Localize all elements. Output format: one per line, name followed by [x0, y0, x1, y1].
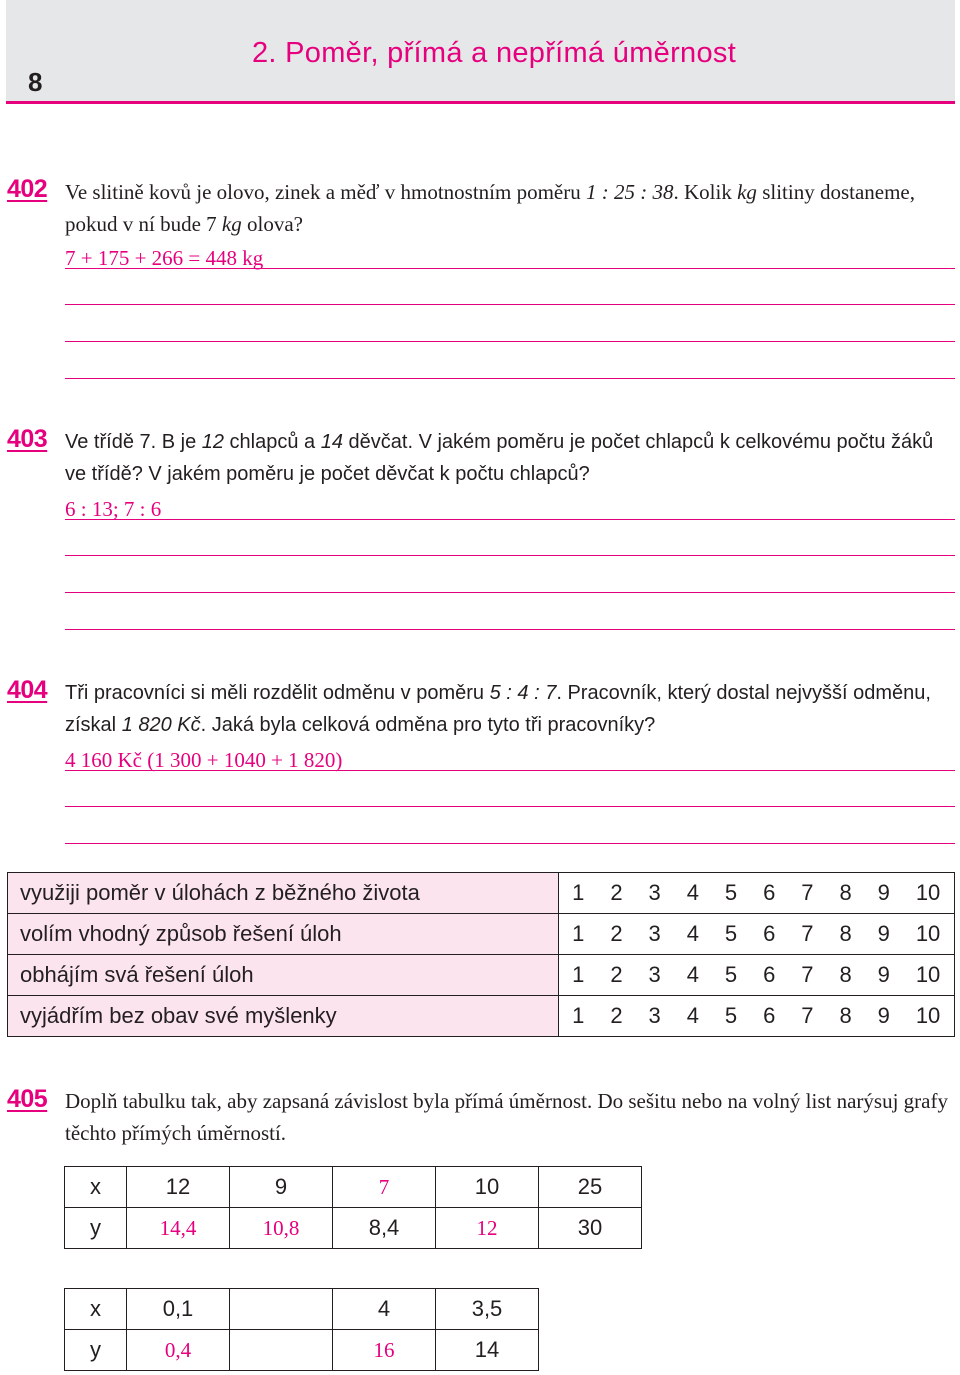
rating-option[interactable]: 5: [724, 962, 738, 987]
table-cell: 10: [436, 1167, 539, 1208]
answer-line: [65, 378, 955, 379]
table-row: [8, 955, 955, 996]
rating-scale: [559, 996, 955, 1037]
answer-402: 7 + 175 + 266 = 448 kg: [65, 246, 264, 270]
exercise-402-text: [65, 176, 957, 240]
self-assessment-table: [7, 872, 955, 1037]
answer-line: [65, 770, 955, 771]
rating-option[interactable]: 7: [801, 921, 814, 946]
table-cell-filled: 0,4: [127, 1330, 230, 1371]
rating-option[interactable]: 1: [572, 962, 585, 987]
table-cell: 14: [436, 1330, 539, 1371]
rating-option[interactable]: 6: [763, 921, 776, 946]
exercise-403-text: [65, 426, 957, 490]
rating-option[interactable]: 6: [763, 962, 776, 987]
rating-option[interactable]: 9: [877, 880, 890, 905]
rating-option[interactable]: 6: [763, 1003, 776, 1028]
table-row-y: [65, 1330, 539, 1371]
rating-option[interactable]: 5: [724, 1003, 738, 1028]
rating-scale: [559, 914, 955, 955]
table-cell: 4: [333, 1289, 436, 1330]
answer-line: [65, 592, 955, 593]
text-part: Ve třídě 7. B je: [65, 431, 202, 453]
answer-line: [65, 843, 955, 844]
rating-option[interactable]: 7: [801, 962, 814, 987]
exercise-number-403: 403: [7, 425, 48, 453]
rating-option[interactable]: 7: [801, 1003, 814, 1028]
exercise-405-text: Doplň tabulku tak, aby zapsaná závislost byla přímá úměrnost. Do sešitu nebo na volný list narýsuj grafy těchto přímých úměrností.: [65, 1089, 948, 1145]
text-part: . Pracovník, který dostal nejvyšší odměnu, získal: [65, 682, 931, 736]
page-number: 8: [28, 67, 43, 97]
answer-403: 6 : 13; 7 : 6: [65, 497, 162, 521]
skill-label: využiji poměr v úlohách z běžného života: [8, 873, 559, 914]
answer-line: [65, 555, 955, 556]
exercise-number-404: 404: [7, 676, 48, 704]
rating-option[interactable]: 9: [877, 1003, 890, 1028]
number: 14: [320, 431, 343, 453]
unit: kg: [737, 180, 757, 204]
rating-option[interactable]: 9: [877, 962, 890, 987]
table-cell: 3,5: [436, 1289, 539, 1330]
proportion-table-2: [64, 1288, 539, 1371]
table-row-y: [65, 1208, 642, 1249]
rating-option[interactable]: 4: [686, 962, 699, 987]
rating-scale: [559, 873, 955, 914]
table-row: [8, 873, 955, 914]
table-cell-filled: 10,8: [230, 1208, 333, 1249]
rating-option[interactable]: 2: [610, 880, 623, 905]
rating-option[interactable]: 8: [839, 921, 852, 946]
rating-option[interactable]: 2: [610, 921, 623, 946]
exercise-number-405: 405: [7, 1085, 48, 1113]
rating-option[interactable]: 1: [572, 880, 585, 905]
amount: 1 820 Kč: [121, 714, 201, 736]
ratio: 1 : 25 : 38: [586, 180, 674, 204]
unit: kg: [221, 212, 242, 236]
table-cell: 8,4: [333, 1208, 436, 1249]
text-part: olova?: [241, 212, 303, 236]
answer-line: [65, 268, 955, 269]
rating-option[interactable]: 8: [839, 1003, 852, 1028]
skill-label: volím vhodný způsob řešení úloh: [8, 914, 559, 955]
text-part: . Jaká byla celková odměna pro tyto tři pracovníky?: [200, 714, 656, 736]
table-cell-filled: 14,4: [127, 1208, 230, 1249]
rating-option[interactable]: 4: [686, 921, 699, 946]
chapter-title: 2. Poměr, přímá a nepřímá úměrnost: [252, 37, 737, 69]
table-cell: 30: [539, 1208, 642, 1249]
table-cell: 9: [230, 1167, 333, 1208]
table-cell-filled: 12: [436, 1208, 539, 1249]
rating-option[interactable]: 8: [839, 880, 852, 905]
rating-option[interactable]: 4: [686, 880, 699, 905]
text-part: slitiny dostaneme, pokud v ní bude 7: [65, 180, 916, 236]
rating-option[interactable]: 1: [572, 1003, 585, 1028]
answer-line: [65, 629, 955, 630]
rating-option[interactable]: 2: [610, 1003, 623, 1028]
table-row: [8, 914, 955, 955]
table-cell-filled: 16: [333, 1330, 436, 1371]
text-part: . Kolik: [673, 180, 738, 204]
rating-option[interactable]: 10: [915, 921, 941, 946]
rating-option[interactable]: 3: [648, 921, 661, 946]
rating-option[interactable]: 6: [763, 880, 776, 905]
exercise-404-text: [65, 677, 957, 741]
table-row-x: [65, 1167, 642, 1208]
page-header: [6, 0, 955, 104]
text-part: chlapců a: [224, 431, 321, 453]
answer-line: [65, 341, 955, 342]
rating-option[interactable]: 8: [839, 962, 852, 987]
table-cell-empty: [230, 1330, 333, 1371]
rating-option[interactable]: 3: [648, 962, 661, 987]
answer-line: [65, 519, 955, 520]
row-label-y: y: [65, 1208, 127, 1249]
rating-option[interactable]: 10: [915, 962, 941, 987]
exercise-number-402: 402: [7, 175, 48, 203]
answer-line: [65, 304, 955, 305]
rating-option[interactable]: 2: [610, 962, 623, 987]
rating-option[interactable]: 10: [915, 1003, 941, 1028]
rating-scale: [559, 955, 955, 996]
rating-option[interactable]: 7: [801, 880, 814, 905]
row-label-x: x: [65, 1289, 127, 1330]
rating-option[interactable]: 5: [724, 921, 738, 946]
skill-label: obhájím svá řešení úloh: [8, 955, 559, 996]
row-label-y: y: [65, 1330, 127, 1371]
table-cell: 25: [539, 1167, 642, 1208]
rating-option[interactable]: 5: [724, 880, 738, 905]
proportion-table-1: [64, 1166, 642, 1249]
skill-label: vyjádřím bez obav své myšlenky: [8, 996, 559, 1037]
number: 12: [201, 431, 224, 453]
ratio: 5 : 4 : 7: [489, 682, 557, 704]
text-part: děvčat. V jakém poměru je počet chlapců k celkovému počtu žáků ve třídě? V jakém poměru je počet děvčat k počtu chlapců?: [65, 431, 934, 485]
table-cell-filled: 7: [333, 1167, 436, 1208]
rating-option[interactable]: 1: [572, 921, 585, 946]
table-cell-empty: [230, 1289, 333, 1330]
rating-option[interactable]: 9: [877, 921, 890, 946]
table-cell: 0,1: [127, 1289, 230, 1330]
answer-line: [65, 806, 955, 807]
rating-option[interactable]: 3: [648, 880, 661, 905]
table-row: [8, 996, 955, 1037]
table-row-x: [65, 1289, 539, 1330]
table-cell: 12: [127, 1167, 230, 1208]
answer-404: 4 160 Kč (1 300 + 1040 + 1 820): [65, 748, 343, 772]
rating-option[interactable]: 4: [686, 1003, 699, 1028]
text-part: Ve slitině kovů je olovo, zinek a měď v hmotnostním poměru: [65, 180, 587, 204]
row-label-x: x: [65, 1167, 127, 1208]
text-part: Tři pracovníci si měli rozdělit odměnu v poměru: [65, 682, 490, 704]
rating-option[interactable]: 10: [915, 880, 941, 905]
rating-option[interactable]: 3: [648, 1003, 661, 1028]
